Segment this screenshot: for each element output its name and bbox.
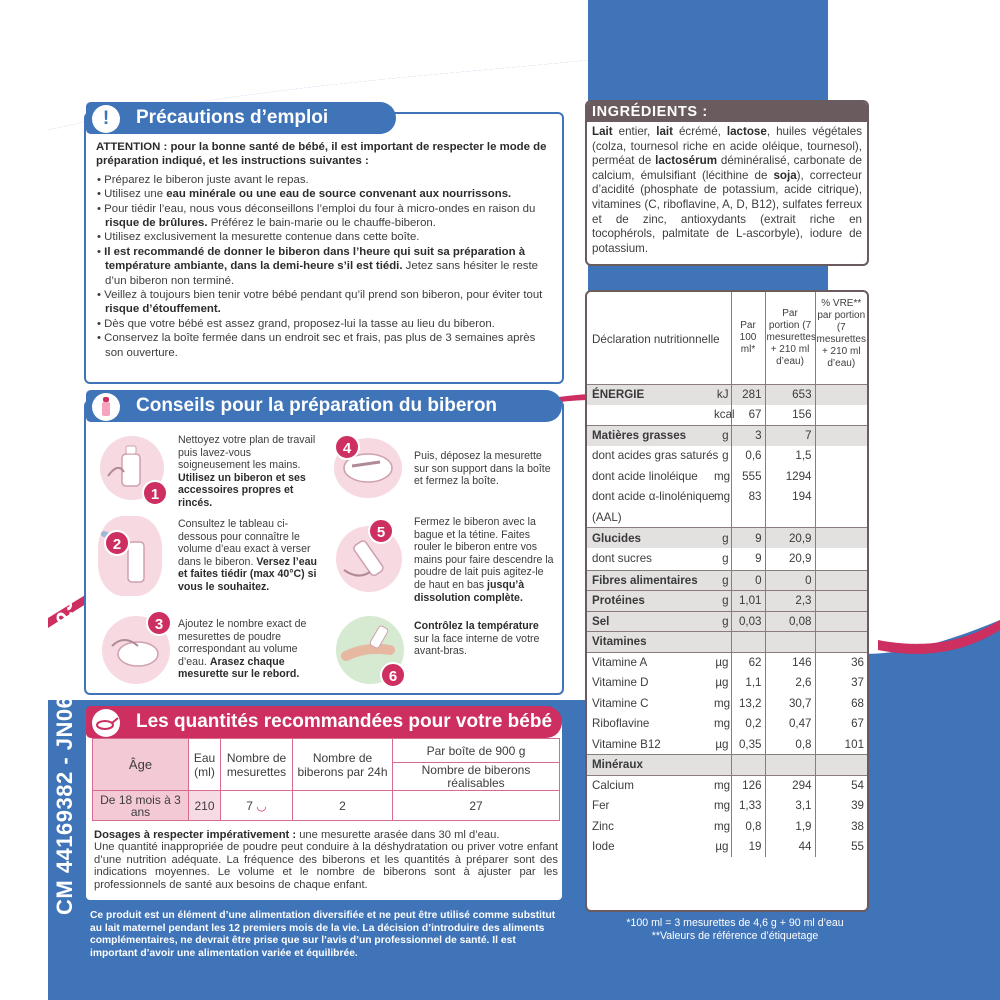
nutrient-name: Protéines xyxy=(587,591,711,612)
step-1-text: Nettoyez votre plan de travail puis lavez-vous soigneusement les mains. Utilisez un biberon et ses accessoires propres et rincés. xyxy=(178,434,316,509)
nutrient-unit xyxy=(711,632,731,653)
value-vre xyxy=(815,507,867,528)
precautions-panel xyxy=(84,107,564,384)
precautions-intro: ATTENTION : pour la bonne santé de bébé, il est important de respecter le mode de préparation indiqué, et les instructions suivantes : xyxy=(96,141,547,168)
nutrient-name: Iode xyxy=(592,840,615,854)
nutrient-name: Riboflavine xyxy=(592,717,650,731)
nutrient-name: Vitamine C xyxy=(592,696,649,710)
nutrition-row xyxy=(587,734,867,755)
value-per-portion xyxy=(765,507,815,528)
value-vre: 68 xyxy=(815,693,867,714)
value-per-portion: 194 xyxy=(765,487,815,508)
step-2-text: Consultez le tableau ci-dessous pour connaître le volume d’eau exact à verser dans le biberon. Versez l’eau et faites tiédir (max 40°C) si vous le souhaitez. xyxy=(178,518,318,593)
value-per-100ml: 281 xyxy=(731,384,765,405)
ingredients-panel xyxy=(585,100,869,266)
value-per-100ml: 0,8 xyxy=(731,816,765,837)
nutrient-name: dont sucres xyxy=(592,552,652,566)
nutrient-name: Vitamine D xyxy=(592,676,649,690)
step-2 xyxy=(98,516,318,606)
pour-water-icon xyxy=(98,516,162,596)
value-per-100ml: 0,35 xyxy=(731,734,765,755)
nutrient-unit: g xyxy=(711,591,731,612)
step-6 xyxy=(332,614,557,694)
header-age: Âge xyxy=(93,739,189,791)
allergen-text: lactose xyxy=(726,125,767,138)
value-per-100ml: 67 xyxy=(731,405,765,426)
step-5-text: Fermez le biberon avec la bague et la tétine. Faites rouler le biberon entre vos mains pour faire descendre la poudre de lait puis agitez-le de haut en bas jusqu’à dissolution complète. xyxy=(414,516,554,604)
value-vre: 37 xyxy=(815,673,867,694)
value-vre xyxy=(815,755,867,776)
ingredient-text: déminéralisé, carbonate de calcium, émulsifiant (lécithine de xyxy=(592,154,863,182)
precautions-title-bar xyxy=(86,102,396,134)
step-5-number: 5 xyxy=(368,518,394,544)
dosage-warning: Une quantité inappropriée de poudre peut conduire à la déshydratation ou priver votre enfant d’une nutrition adéquate. La fréquence des biberons et les quantités à préparer sont des indications moyennes. Le volume et le nombre de biberons sont à ajuster par les professionnels de santé aux besoins de chaque enfant. xyxy=(94,841,558,891)
step-3-text: Ajoutez le nombre exact de mesurettes de poudre correspondant au volume d’eau. Arasez chaque mesurette sur le rebord. xyxy=(178,618,307,681)
nutrient-name: Glucides xyxy=(587,528,711,549)
exclamation-icon: ! xyxy=(92,105,120,133)
value-vre xyxy=(815,466,867,487)
nutrition-row xyxy=(587,528,867,549)
nutrition-note-1: *100 ml = 3 mesurettes de 4,6 g + 90 ml d’eau xyxy=(626,917,844,929)
precaution-item: • Conservez la boîte fermée dans un endroit sec et frais, pas plus de 3 semaines après son ouverture. xyxy=(97,332,536,359)
value-vre xyxy=(815,591,867,612)
allergen-text: Lait xyxy=(592,125,613,138)
dosage-text xyxy=(94,829,558,891)
value-per-portion: 1,5 xyxy=(765,446,815,467)
nutrient-unit: mg xyxy=(714,799,731,813)
nutrition-header-per-portion: Par portion (7 mesurettes + 210 ml d’eau) xyxy=(765,292,815,384)
nutrient-name: Minéraux xyxy=(587,755,711,776)
value-per-100ml xyxy=(731,755,765,776)
nutrient-unit: mg xyxy=(714,819,731,833)
nutrient-unit: mg xyxy=(714,490,731,504)
value-vre: 67 xyxy=(815,714,867,735)
value-per-portion: 2,3 xyxy=(765,591,815,612)
bullet-dot: • xyxy=(97,289,105,302)
bullet-dot: • xyxy=(97,332,105,345)
header-per-box: Par boîte de 900 g xyxy=(393,739,560,763)
value-vre xyxy=(815,405,867,426)
nutrition-row xyxy=(587,796,867,817)
nutrient-name: Zinc xyxy=(592,819,614,833)
precaution-item: • Pour tiédir l’eau, nous vous déconseillons l’emploi du four à micro-ondes en raison du risque de brûlures. Préférez le bain-marie ou le chauffe-biberon. xyxy=(97,202,536,230)
nutrition-row xyxy=(587,755,867,776)
precaution-item: • Il est recommandé de donner le biberon dans l’heure qui suit sa préparation à température ambiante, dans la demi-heure s’il est tiédi. Jetez sans hésiter le reste d’un biberon non terminé. xyxy=(97,245,539,287)
step-5 xyxy=(332,516,557,612)
value-per-portion: 0,47 xyxy=(765,714,815,735)
quantities-title-bar xyxy=(86,706,562,738)
nutrient-name: Vitamine A xyxy=(587,652,711,673)
value-per-portion: 2,6 xyxy=(765,673,815,694)
value-per-portion: 653 xyxy=(765,384,815,405)
step-3-number: 3 xyxy=(146,610,172,636)
nutrition-row xyxy=(587,693,867,714)
value-per-portion xyxy=(765,632,815,653)
allergen-text: lactosérum xyxy=(655,154,718,168)
step-3 xyxy=(98,612,318,692)
preparation-title-bar xyxy=(86,390,562,422)
nutrition-notes xyxy=(590,917,880,943)
value-per-100ml: 0,2 xyxy=(731,714,765,735)
nutrient-name: Matières grasses xyxy=(587,425,711,446)
nutrient-unit: mg xyxy=(711,775,731,796)
value-per-100ml: 0,03 xyxy=(731,611,765,632)
ingredient-text: ), correcteur d’acidité (phosphate de potassium, acide citrique), vitamines (C, riboflavine, A, D, B12), sulfates ferreux et de zinc, antioxydants (extrait riche en tocophérols, palmitate de L-ascorbyle), iodure de potassium. xyxy=(592,168,862,255)
nutrition-row xyxy=(587,632,867,653)
nutrition-row xyxy=(587,384,867,405)
dosage-line: Dosages à respecter impérativement : une mesurette arasée dans 30 ml d’eau. xyxy=(94,829,500,841)
value-per-100ml: 1,33 xyxy=(731,796,765,817)
bullet-dot: • xyxy=(97,245,105,258)
nutrient-unit xyxy=(711,507,731,528)
nutrient-unit: g xyxy=(711,570,731,591)
nutrient-name: Sel xyxy=(587,611,711,632)
value-per-portion xyxy=(765,755,815,776)
value-per-portion: 0 xyxy=(765,570,815,591)
value-per-portion: 1294 xyxy=(765,466,815,487)
allergen-text: lait xyxy=(656,125,673,138)
step-1 xyxy=(98,434,318,514)
ingredient-text: , huiles végétales (colza, tournesol riche en acide oléique, tournesol), perméat de xyxy=(592,125,862,168)
nutrient-name: dont acides gras saturés xyxy=(592,449,719,463)
value-per-portion: 294 xyxy=(765,775,815,796)
nutrient-name: Vitamine B12 xyxy=(592,737,661,751)
nutrient-unit: kJ xyxy=(711,384,731,405)
nutrition-note-2: **Valeurs de référence d’étiquetage xyxy=(651,929,819,942)
row-water: 210 xyxy=(189,791,221,821)
nutrient-unit: g xyxy=(722,449,729,463)
header-bottles-per-day: Nombre de biberons par 24h xyxy=(293,739,393,791)
nutrient-unit: g xyxy=(711,425,731,446)
value-per-100ml xyxy=(731,507,765,528)
row-age: De 18 mois à 3 ans xyxy=(93,791,189,821)
allergen-text: soja xyxy=(773,168,797,182)
precautions-title: Précautions d’emploi xyxy=(136,107,329,128)
precaution-item: • Utilisez exclusivement la mesurette contenue dans cette boîte. xyxy=(97,231,420,244)
value-vre xyxy=(815,425,867,446)
step-2-number: 2 xyxy=(104,530,130,556)
nutrient-unit: g xyxy=(711,611,731,632)
nutrient-unit: kcal xyxy=(714,408,735,421)
value-per-portion: 3,1 xyxy=(765,796,815,817)
value-per-100ml xyxy=(731,632,765,653)
value-per-portion: 20,9 xyxy=(765,548,815,570)
value-vre xyxy=(815,611,867,632)
nutrient-unit: g xyxy=(711,528,731,549)
nutrition-row xyxy=(587,816,867,837)
nutrition-header-declaration: Déclaration nutritionnelle xyxy=(592,333,720,347)
value-per-100ml: 13,2 xyxy=(731,693,765,714)
nutrition-row xyxy=(587,837,867,858)
precaution-item: • Veillez à toujours bien tenir votre bébé pendant qu’il prend son biberon, pour éviter tout risque d’étouffement. xyxy=(97,289,543,316)
value-vre: 36 xyxy=(815,652,867,673)
nutrient-unit: µg xyxy=(711,652,731,673)
nutrition-header-per-100ml: Par 100 ml* xyxy=(731,292,765,384)
nutrition-row xyxy=(587,507,867,528)
nutrition-row xyxy=(587,405,867,426)
value-vre: 101 xyxy=(815,734,867,755)
bullet-dot: • xyxy=(97,317,105,330)
nutrient-name: Fibres alimentaires xyxy=(587,570,711,591)
value-per-portion: 44 xyxy=(765,837,815,858)
value-vre: 38 xyxy=(815,816,867,837)
ingredients-title: INGRÉDIENTS : xyxy=(587,102,867,122)
scoop-small-icon: ◡ xyxy=(256,798,267,813)
value-per-100ml: 19 xyxy=(731,837,765,858)
bullet-dot: • xyxy=(97,173,105,186)
precaution-item: • Préparez le biberon juste avant le repas. xyxy=(97,173,309,186)
nutrition-row xyxy=(587,466,867,487)
scoop-icon xyxy=(92,709,120,737)
product-code: CM 44169382 - JN060 - 100233940 xyxy=(52,547,77,915)
value-per-100ml: 0,6 xyxy=(731,446,765,467)
precaution-item: • Utilisez une eau minérale ou une eau de source convenant aux nourrissons. xyxy=(97,188,512,201)
nutrition-header-vre: % VRE** par portion (7 mesurettes + 210 ml d’eau) xyxy=(815,292,867,384)
preparation-title: Conseils pour la préparation du biberon xyxy=(136,395,498,416)
nutrition-row xyxy=(587,611,867,632)
step-4-text: Puis, déposez la mesurette sur son support dans la boîte et fermez la boîte. xyxy=(414,450,551,488)
nutrient-name: (AAL) xyxy=(592,510,622,524)
value-per-100ml: 9 xyxy=(731,528,765,549)
value-vre: 54 xyxy=(815,775,867,796)
nutrition-row xyxy=(587,714,867,735)
nutrition-row xyxy=(587,487,867,508)
value-vre xyxy=(815,528,867,549)
nutrition-table xyxy=(587,292,867,857)
nutrient-name: Fer xyxy=(592,799,610,813)
ingredient-text: écrémé, xyxy=(672,125,727,138)
disclaimer-text: Ce produit est un élément d’une alimentation diversifiée et ne peut être utilisé comme substitut au lait maternel pendant les 12 premiers mois de la vie. La décision d’introduire des aliments complémentaires, ne devrait être prise que sur l’avis d’un professionnel de santé. Il est important d’avoir une alimentation variée et équilibrée. xyxy=(90,910,556,959)
precautions-list xyxy=(96,173,552,360)
nutrient-name: Calcium xyxy=(587,775,711,796)
value-vre: 39 xyxy=(815,796,867,817)
header-scoops: Nombre de mesurettes xyxy=(221,739,293,791)
precaution-item: • Dès que votre bébé est assez grand, proposez-lui la tasse au lieu du biberon. xyxy=(97,317,495,330)
nutrient-name: dont acide linoléique xyxy=(592,469,698,483)
quantities-title: Les quantités recommandées pour votre bébé xyxy=(136,711,553,732)
value-vre xyxy=(815,487,867,508)
nutrition-row xyxy=(587,570,867,591)
nutrition-row xyxy=(587,446,867,467)
value-per-100ml: 1,01 xyxy=(731,591,765,612)
step-4-number: 4 xyxy=(334,434,360,460)
row-bottles-per-day: 2 xyxy=(293,791,393,821)
value-per-portion: 156 xyxy=(765,405,815,426)
nutrient-name: Vitamines xyxy=(587,632,711,653)
precautions-text xyxy=(96,140,552,360)
step-6-number: 6 xyxy=(380,662,406,688)
value-per-portion: 146 xyxy=(765,652,815,673)
nutrition-row xyxy=(587,673,867,694)
value-per-portion: 1,9 xyxy=(765,816,815,837)
preparation-panel xyxy=(84,395,564,695)
value-per-portion: 7 xyxy=(765,425,815,446)
value-per-100ml: 62 xyxy=(731,652,765,673)
baby-bottle-icon xyxy=(92,393,120,421)
nutrition-row xyxy=(587,652,867,673)
nutrient-unit: µg xyxy=(715,676,729,690)
value-per-100ml: 3 xyxy=(731,425,765,446)
bullet-dot: • xyxy=(97,202,105,215)
nutrition-row xyxy=(587,775,867,796)
value-per-portion: 30,7 xyxy=(765,693,815,714)
value-per-portion: 0,8 xyxy=(765,734,815,755)
nutrient-unit xyxy=(711,755,731,776)
row-scoops: 7 ◡ xyxy=(221,791,293,821)
value-vre xyxy=(815,548,867,570)
value-per-100ml: 555 xyxy=(731,466,765,487)
nutrition-row xyxy=(587,548,867,570)
nutrition-row xyxy=(587,591,867,612)
nutrition-row xyxy=(587,425,867,446)
value-per-portion: 20,9 xyxy=(765,528,815,549)
nutrient-unit: mg xyxy=(714,717,731,731)
nutrition-panel xyxy=(585,290,869,912)
value-vre: 55 xyxy=(815,837,867,858)
nutrient-unit: mg xyxy=(714,696,731,710)
value-per-100ml: 83 xyxy=(731,487,765,508)
ingredient-text: entier, xyxy=(612,125,657,138)
nutrient-name: ÉNERGIE xyxy=(587,384,711,405)
value-vre xyxy=(815,446,867,467)
value-per-100ml: 126 xyxy=(731,775,765,796)
value-per-100ml: 1,1 xyxy=(731,673,765,694)
value-per-100ml: 9 xyxy=(731,548,765,570)
bullet-dot: • xyxy=(97,231,105,244)
value-per-100ml: 0 xyxy=(731,570,765,591)
nutrient-unit: mg xyxy=(714,469,731,483)
value-vre xyxy=(815,570,867,591)
header-water: Eau (ml) xyxy=(189,739,221,791)
value-per-portion: 0,08 xyxy=(765,611,815,632)
quantities-table xyxy=(92,738,560,821)
value-vre xyxy=(815,632,867,653)
nutrient-unit: µg xyxy=(715,737,729,751)
nutrient-unit: g xyxy=(722,552,729,566)
header-bottles-possible: Nombre de biberons réalisables xyxy=(393,763,560,791)
nutrient-unit: µg xyxy=(715,840,729,854)
step-4 xyxy=(332,434,557,514)
ingredients-text xyxy=(587,122,867,256)
nutrition-header-row xyxy=(587,292,867,384)
bullet-dot: • xyxy=(97,188,105,201)
value-vre xyxy=(815,384,867,405)
nutrient-name xyxy=(587,405,711,426)
row-bottles-possible: 27 xyxy=(393,791,560,821)
step-1-number: 1 xyxy=(142,480,168,506)
nutrient-name: dont acide α-linolénique xyxy=(592,490,715,504)
step-6-text: Contrôlez la température sur la face interne de votre avant-bras. xyxy=(414,620,540,658)
